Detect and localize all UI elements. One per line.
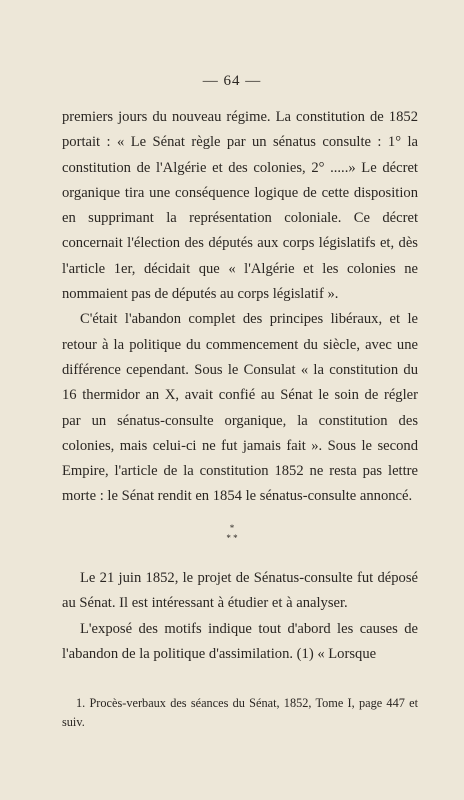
footnote: 1. Procès-verbaux des séances du Sénat, 1852, Tome I, page 447 et suiv. [62, 696, 418, 729]
page-number: — 64 — [202, 73, 262, 89]
paragraph: Le 21 juin 1852, le projet de Sénatus-consulte fut déposé au Sénat. Il est intéressant à étudier et à analyser. [62, 570, 418, 612]
paragraph: C'était l'abandon complet des principes libéraux, et le retour à la politique du commencement du siècle, avec une différence cependant. Sous le Consulat « la constitution du 16 thermidor an X, avait confié au Sénat le soin de régler par un sénatus-consulte organique, la constitution des colonies, mais celui-ci ne fut jamais fait ». Sous le second Empire, l'article de la constitution 1852 ne resta pas lettre morte : le Sénat rendit en 1854 le sénatus-consulte annoncé. [62, 311, 418, 505]
main-text-bottom [62, 566, 418, 667]
main-text-top [62, 105, 418, 510]
separator-stars-bottom: * * [226, 533, 238, 543]
separator-star-top: * [229, 523, 235, 533]
paragraph: L'exposé des motifs indique tout d'abord les causes de l'abandon de la politique d'assimilation. (1) « Lorsque [62, 620, 418, 662]
section-separator [0, 524, 464, 544]
paragraph: premiers jours du nouveau régime. La constitution de 1852 portait : « Le Sénat règle par un sénatus consulte : 1° la constitution de l'Algérie et des colonies, 2° .....» Le décret organique tira une conséquence logique de cette disposition en supprimant la représentation coloniale. Ce décret concernait l'élection des députés aux corps législatifs et, dès l'article 1er, décidait que « l'Algérie et les colonies ne nommaient pas de députés au corps législatif ». [62, 109, 418, 303]
